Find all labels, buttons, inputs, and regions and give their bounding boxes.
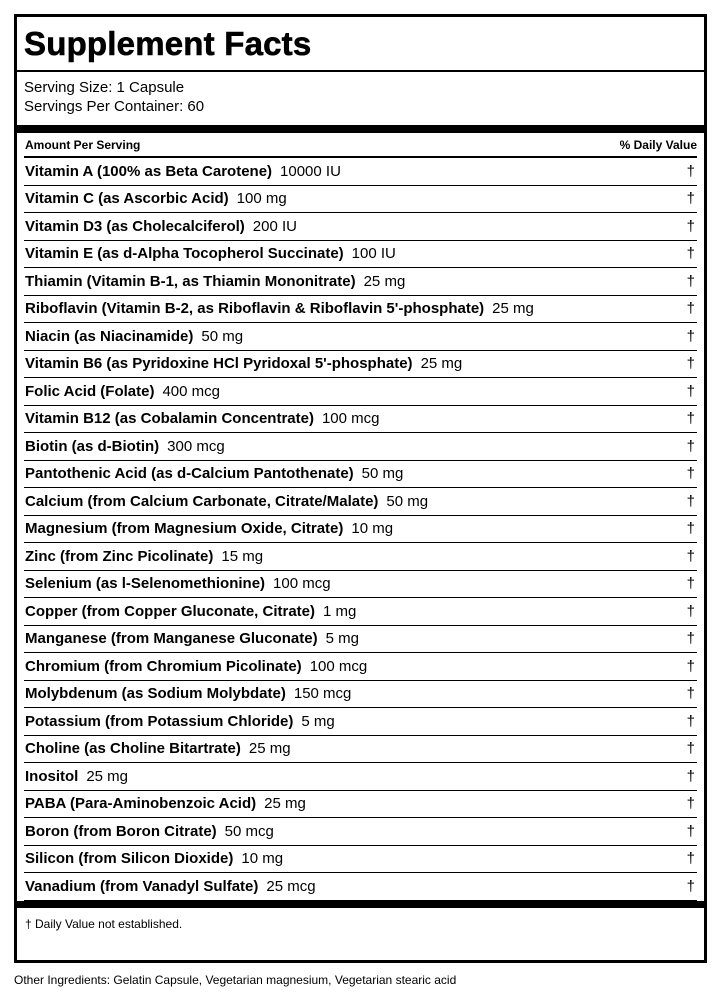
nutrient-amount: 50 mcg	[224, 822, 274, 840]
nutrient-amount: 5 mg	[301, 712, 335, 730]
nutrient-amount: 25 mg	[363, 272, 406, 290]
nutrient-info	[25, 300, 534, 317]
nutrient-info	[25, 658, 367, 675]
nutrient-amount: 50 mg	[201, 327, 244, 345]
nutrient-name: Silicon (from Silicon Dioxide)	[25, 850, 234, 868]
nutrient-amount: 100 mcg	[273, 575, 331, 593]
nutrient-info	[25, 575, 331, 592]
nutrient-info	[25, 493, 428, 510]
nutrient-amount: 25 mg	[264, 795, 306, 813]
column-header-row	[24, 133, 697, 158]
nutrient-row	[24, 406, 697, 434]
nutrient-info	[25, 328, 243, 345]
nutrient-name: Vitamin D3 (as Cholecalciferol)	[25, 217, 245, 235]
footnote: † Daily Value not established.	[25, 916, 183, 931]
daily-value-dagger: †	[686, 822, 695, 840]
servings-per-container: Servings Per Container: 60	[24, 98, 205, 115]
nutrient-amount: 100 IU	[351, 245, 396, 263]
nutrient-row	[24, 186, 697, 214]
nutrient-info	[25, 850, 283, 867]
nutrient-name: Magnesium (from Magnesium Oxide, Citrate)	[25, 520, 344, 538]
nutrient-info	[25, 465, 403, 482]
nutrient-name: Zinc (from Zinc Picolinate)	[25, 547, 214, 565]
daily-value-dagger: †	[686, 520, 695, 538]
amount-per-serving-header: Amount Per Serving	[25, 137, 141, 152]
nutrient-name: Boron (from Boron Citrate)	[25, 822, 217, 840]
nutrient-name: Folic Acid (Folate)	[25, 382, 155, 400]
nutrient-name: Riboflavin (Vitamin B-2, as Riboflavin & Riboflavin 5'-phosphate)	[25, 300, 485, 318]
nutrient-name: Vitamin A (100% as Beta Carotene)	[25, 162, 273, 180]
nutrient-name: Vanadium (from Vanadyl Sulfate)	[25, 877, 259, 895]
daily-value-dagger: †	[686, 245, 695, 263]
daily-value-dagger: †	[686, 740, 695, 758]
nutrient-row	[24, 653, 697, 681]
nutrient-row	[24, 681, 697, 709]
nutrient-row	[24, 461, 697, 489]
serving-size: Serving Size: 1 Capsule	[24, 79, 185, 96]
nutrient-name: Potassium (from Potassium Chloride)	[25, 712, 294, 730]
daily-value-dagger: †	[686, 355, 695, 373]
nutrient-amount: 10 mg	[241, 850, 284, 868]
nutrient-amount: 300 mcg	[167, 437, 225, 455]
daily-value-header: % Daily Value	[619, 137, 697, 152]
nutrient-amount: 200 IU	[252, 217, 297, 235]
thick-divider	[17, 125, 704, 133]
nutrient-info	[25, 548, 263, 565]
nutrient-amount: 100 mg	[236, 190, 287, 208]
nutrient-info	[25, 190, 287, 207]
daily-value-dagger: †	[686, 465, 695, 483]
daily-value-dagger: †	[686, 300, 695, 318]
daily-value-dagger: †	[686, 767, 695, 785]
nutrient-row	[24, 158, 697, 186]
daily-value-dagger: †	[686, 272, 695, 290]
nutrient-amount: 50 mg	[386, 492, 429, 510]
nutrient-row	[24, 516, 697, 544]
nutrient-name: Inositol	[25, 767, 79, 785]
nutrient-info	[25, 245, 396, 262]
nutrient-row	[24, 791, 697, 819]
nutrient-amount: 25 mg	[86, 767, 129, 785]
nutrient-info	[25, 740, 291, 757]
nutrient-info	[25, 630, 359, 647]
nutrient-row	[24, 846, 697, 874]
daily-value-dagger: †	[686, 795, 695, 813]
nutrient-info	[25, 438, 225, 455]
nutrient-row	[24, 708, 697, 736]
nutrient-info	[25, 713, 335, 730]
nutrient-name: Pantothenic Acid (as d-Calcium Pantothenate)	[25, 465, 354, 483]
daily-value-dagger: †	[686, 190, 695, 208]
nutrient-name: Vitamin C (as Ascorbic Acid)	[25, 190, 229, 208]
nutrient-row	[24, 241, 697, 269]
daily-value-dagger: †	[686, 327, 695, 345]
nutrient-info	[25, 878, 316, 895]
daily-value-dagger: †	[686, 410, 695, 428]
nutrient-amount: 25 mg	[420, 355, 463, 373]
nutrient-row	[24, 571, 697, 599]
nutrient-amount: 25 mg	[492, 300, 534, 318]
nutrient-row	[24, 351, 697, 379]
nutrient-row	[24, 598, 697, 626]
nutrient-name: Calcium (from Calcium Carbonate, Citrate/Malate)	[25, 492, 379, 510]
nutrient-row	[24, 873, 697, 901]
other-ingredients: Other Ingredients: Gelatin Capsule, Vegetarian magnesium, Vegetarian stearic acid	[14, 973, 457, 987]
serving-info	[24, 72, 697, 125]
bottom-thick-divider	[17, 901, 704, 908]
nutrient-name: Vitamin E (as d-Alpha Tocopherol Succinate)	[25, 245, 344, 263]
daily-value-dagger: †	[686, 657, 695, 675]
nutrient-info	[25, 795, 306, 812]
nutrient-info	[25, 685, 351, 702]
nutrient-name: Choline (as Choline Bitartrate)	[25, 740, 241, 758]
nutrient-info	[25, 768, 128, 785]
nutrient-amount: 1 mg	[323, 602, 357, 620]
nutrient-name: Niacin (as Niacinamide)	[25, 327, 194, 345]
nutrient-info	[25, 410, 380, 427]
daily-value-dagger: †	[686, 217, 695, 235]
nutrient-name: Molybdenum (as Sodium Molybdate)	[25, 685, 286, 703]
nutrient-amount: 25 mg	[248, 740, 291, 758]
nutrient-amount: 400 mcg	[162, 382, 220, 400]
daily-value-dagger: †	[686, 602, 695, 620]
nutrient-list	[24, 158, 697, 901]
nutrient-row	[24, 488, 697, 516]
nutrient-info	[25, 520, 393, 537]
nutrient-name: Selenium (as l-Selenomethionine)	[25, 575, 266, 593]
nutrient-info	[25, 273, 405, 290]
nutrient-amount: 10 mg	[351, 520, 394, 538]
nutrient-row	[24, 213, 697, 241]
panel-title: Supplement Facts	[24, 25, 312, 62]
nutrient-info	[25, 355, 462, 372]
nutrient-amount: 50 mg	[361, 465, 404, 483]
nutrient-name: PABA (Para-Aminobenzoic Acid)	[25, 795, 257, 813]
nutrient-row	[24, 543, 697, 571]
nutrient-row	[24, 736, 697, 764]
daily-value-dagger: †	[686, 382, 695, 400]
nutrient-name: Vitamin B12 (as Cobalamin Concentrate)	[25, 410, 314, 428]
supplement-facts-panel	[14, 14, 707, 963]
nutrient-info	[25, 163, 341, 180]
nutrient-row	[24, 378, 697, 406]
nutrient-name: Vitamin B6 (as Pyridoxine HCl Pyridoxal 5'-phosphate)	[25, 355, 413, 373]
daily-value-dagger: †	[686, 877, 695, 895]
nutrient-name: Biotin (as d-Biotin)	[25, 437, 160, 455]
daily-value-dagger: †	[686, 685, 695, 703]
nutrient-name: Chromium (from Chromium Picolinate)	[25, 657, 302, 675]
daily-value-dagger: †	[686, 162, 695, 180]
daily-value-dagger: †	[686, 547, 695, 565]
nutrient-amount: 150 mcg	[293, 685, 352, 703]
nutrient-info	[25, 218, 297, 235]
nutrient-name: Thiamin (Vitamin B-1, as Thiamin Mononitrate)	[25, 272, 356, 290]
nutrient-name: Manganese (from Manganese Gluconate)	[25, 630, 318, 648]
nutrient-info	[25, 823, 274, 840]
nutrient-row	[24, 763, 697, 791]
daily-value-dagger: †	[686, 630, 695, 648]
nutrient-amount: 15 mg	[221, 547, 264, 565]
nutrient-row	[24, 818, 697, 846]
nutrient-amount: 5 mg	[325, 630, 359, 648]
daily-value-dagger: †	[686, 575, 695, 593]
nutrient-info	[25, 383, 220, 400]
daily-value-dagger: †	[686, 492, 695, 510]
nutrient-amount: 25 mcg	[266, 877, 316, 895]
nutrient-row	[24, 323, 697, 351]
nutrient-row	[24, 433, 697, 461]
nutrient-amount: 100 mcg	[321, 410, 380, 428]
nutrient-row	[24, 268, 697, 296]
daily-value-dagger: †	[686, 437, 695, 455]
nutrient-info	[25, 603, 356, 620]
nutrient-row	[24, 296, 697, 324]
daily-value-dagger: †	[686, 850, 695, 868]
nutrient-amount: 10000 IU	[280, 162, 341, 180]
daily-value-dagger: †	[686, 712, 695, 730]
nutrient-amount: 100 mcg	[309, 657, 368, 675]
nutrient-row	[24, 626, 697, 654]
nutrient-name: Copper (from Copper Gluconate, Citrate)	[25, 602, 316, 620]
